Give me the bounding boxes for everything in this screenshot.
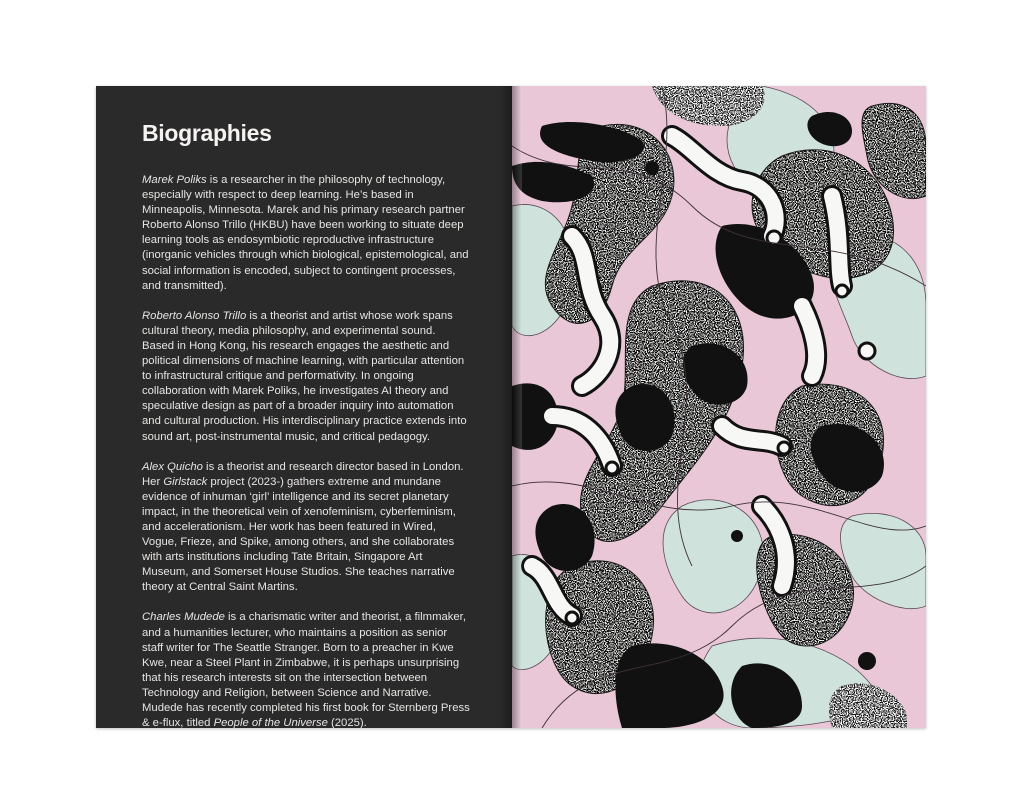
bio-roberto-alonso-trillo [142,309,470,445]
bio-text: is a theorist and research director based in London. Her [142,460,464,488]
bio-text: is a charismatic writer and theorist, a filmmaker, and a humanities lecturer, who maintains a position as senior staff writer for The Seattle Stranger. Born to a preacher in Kwe Kwe, near a Steel Plant in Zimbabwe, it is perhaps unsurprising that his research interests sit on the intersection between Technology and Religion, between Science and Narrative. Mudede has recently completed his first book for Sternberg Press & e-flux, titled [142,611,470,730]
bio-name: Roberto Alonso Trillo [142,309,247,322]
artwork-page [512,86,926,728]
bio-name: Marek Poliks [142,174,207,186]
bio-marek-poliks [142,173,470,294]
page-heading: Biographies [142,120,272,146]
bio-work-title: Girlstack [163,475,208,488]
bio-text: (2025). [327,717,367,730]
left-page [96,86,512,728]
bio-alex-quicho [142,460,470,596]
bio-text: is a theorist and artist whose work spans cultural theory, media philosophy, and experimental sound. Based in Hong Kong, his research engages the aesthetic and political dimensions of machine learning, with particular attention to infrastructural critique and performativity. In ongoing collaboration with Marek Poliks, he investigates AI theory and speculative design as part of a broader inquiry into automation and cultural production. His interdisciplinary practice extends into sound art, post-instrumental music, and critical pedagogy. [142,309,467,443]
bio-name: Alex Quicho [142,460,203,473]
bio-charles-mudede [142,610,470,731]
bio-text: project (2023-) gathers extreme and mundane evidence of inhuman ‘girl’ intelligence and its secret planetary impact, in the theoretical vein of xenofeminism, cyberfeminism, and accelerationism. Her work has been featured in Wired, Vogue, Frieze, and Spike, among others, and she collaborates with arts institutions including Tate Britain, Singapore Art Museum, and Somerset House Studios. She teaches narrative theory at Central Saint Martins. [142,475,456,594]
booklet-spread [96,86,926,728]
bio-text: is a researcher in the philosophy of technology, especially with respect to deep learning. He’s based in Minneapolis, Minnesota. Marek and his primary research partner Roberto Alonso Trillo (HKBU) have been working to situate deep learning tools as endosymbiotic reproductive infrastructure (inorganic vehicles through which biological, epistemological, and social information is encoded, subject to contingent processes, and transmitted). [142,174,469,292]
bio-work-title: People of the Universe [213,717,328,730]
abstract-blob-artwork [512,86,926,728]
bio-name: Charles Mudede [142,611,225,624]
